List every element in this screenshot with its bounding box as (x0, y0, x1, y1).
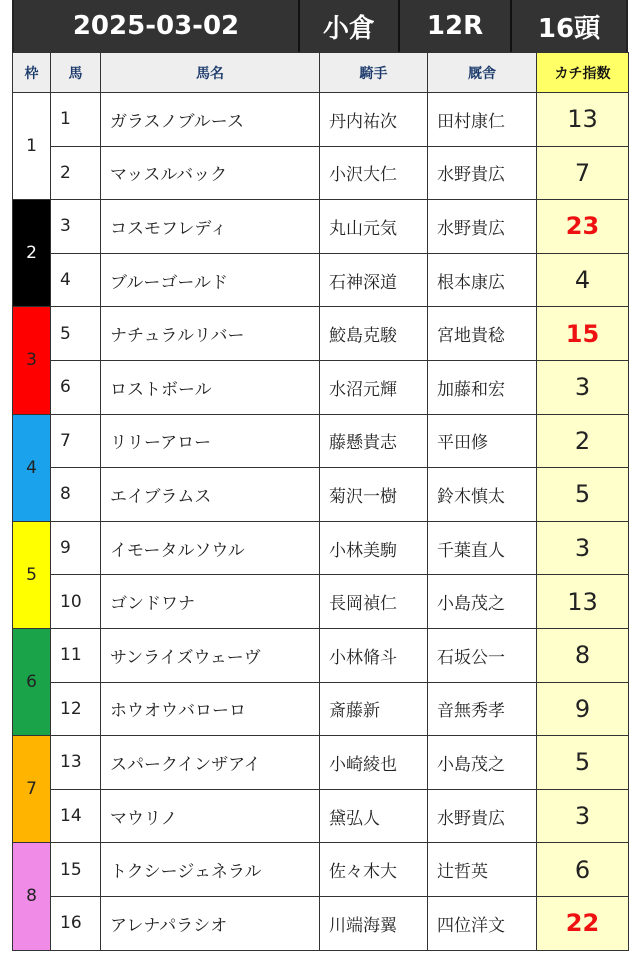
horse-number: 6 (51, 360, 101, 414)
table-row (13, 789, 629, 843)
stable-name: 四位洋文 (428, 896, 537, 950)
table-row (13, 360, 629, 414)
jockey-name: 佐々木大 (320, 843, 428, 897)
table-row (13, 628, 629, 682)
horse-name: ナチュラルリバー (101, 307, 320, 361)
table-row (13, 253, 629, 307)
gate-cell: 4 (13, 414, 51, 521)
stable-name: 千葉直人 (428, 521, 537, 575)
jockey-name: 藤懸貴志 (320, 414, 428, 468)
col-header-index: カチ指数 (537, 53, 629, 93)
horse-name: ガラスノブルース (101, 93, 320, 147)
jockey-name: 黛弘人 (320, 789, 428, 843)
race-card (12, 0, 628, 951)
jockey-name: 菊沢一樹 (320, 468, 428, 522)
col-header-stable: 厩舎 (428, 53, 537, 93)
horse-name: トクシージェネラル (101, 843, 320, 897)
horse-number: 14 (51, 789, 101, 843)
horse-number: 15 (51, 843, 101, 897)
kachi-index: 3 (537, 789, 629, 843)
horse-number: 12 (51, 682, 101, 736)
jockey-name: 川端海翼 (320, 896, 428, 950)
table-row (13, 521, 629, 575)
kachi-index: 3 (537, 360, 629, 414)
col-header-name: 馬名 (101, 53, 320, 93)
kachi-index: 3 (537, 521, 629, 575)
stable-name: 平田修 (428, 414, 537, 468)
horse-number: 7 (51, 414, 101, 468)
horse-name: リリーアロー (101, 414, 320, 468)
horse-number: 1 (51, 93, 101, 147)
jockey-name: 長岡禎仁 (320, 575, 428, 629)
kachi-index: 5 (537, 736, 629, 790)
horse-name: ゴンドワナ (101, 575, 320, 629)
kachi-index: 15 (537, 307, 629, 361)
runner-count: 16頭 (537, 13, 601, 44)
horse-name: スパークインザアイ (101, 736, 320, 790)
horse-number: 10 (51, 575, 101, 629)
stable-name: 鈴木慎太 (428, 468, 537, 522)
horse-name: イモータルソウル (101, 521, 320, 575)
horse-number: 9 (51, 521, 101, 575)
horse-name: アレナパラシオ (101, 896, 320, 950)
horse-number: 4 (51, 253, 101, 307)
gate-cell: 8 (13, 843, 51, 950)
table-body (13, 93, 629, 951)
stable-name: 音無秀孝 (428, 682, 537, 736)
table-row (13, 736, 629, 790)
kachi-index: 23 (537, 200, 629, 254)
jockey-name: 水沼元輝 (320, 360, 428, 414)
jockey-name: 小崎綾也 (320, 736, 428, 790)
gate-cell: 1 (13, 93, 51, 200)
stable-name: 辻哲英 (428, 843, 537, 897)
horse-number: 11 (51, 628, 101, 682)
table-row (13, 575, 629, 629)
jockey-name: 小林脩斗 (320, 628, 428, 682)
stable-name: 水野貴広 (428, 146, 537, 200)
horse-name: ホウオウバローロ (101, 682, 320, 736)
kachi-index: 6 (537, 843, 629, 897)
race-venue: 小倉 (300, 0, 400, 52)
table-row (13, 896, 629, 950)
stable-name: 根本康広 (428, 253, 537, 307)
horse-number: 2 (51, 146, 101, 200)
jockey-name: 斎藤新 (320, 682, 428, 736)
jockey-name: 小林美駒 (320, 521, 428, 575)
horse-number: 5 (51, 307, 101, 361)
jockey-name: 丹内祐次 (320, 93, 428, 147)
gate-cell: 5 (13, 521, 51, 628)
horse-name: コスモフレディ (101, 200, 320, 254)
stable-name: 加藤和宏 (428, 360, 537, 414)
table-row (13, 468, 629, 522)
table-row (13, 146, 629, 200)
horse-number: 8 (51, 468, 101, 522)
kachi-index: 9 (537, 682, 629, 736)
race-number: 12R (400, 0, 512, 52)
jockey-name: 鮫島克駿 (320, 307, 428, 361)
jockey-name: 丸山元気 (320, 200, 428, 254)
kachi-index: 13 (537, 93, 629, 147)
horse-name: ブルーゴールド (101, 253, 320, 307)
horse-number: 16 (51, 896, 101, 950)
kachi-index: 8 (537, 628, 629, 682)
gate-cell: 3 (13, 307, 51, 414)
race-date: 2025-03-02 (14, 0, 300, 52)
col-header-jockey: 騎手 (320, 53, 428, 93)
horse-name: ロストボール (101, 360, 320, 414)
horse-name: マウリノ (101, 789, 320, 843)
kachi-index: 5 (537, 468, 629, 522)
stable-name: 田村康仁 (428, 93, 537, 147)
kachi-index: 7 (537, 146, 629, 200)
stable-name: 水野貴広 (428, 200, 537, 254)
stable-name: 宮地貴稔 (428, 307, 537, 361)
stable-name: 石坂公一 (428, 628, 537, 682)
col-header-waku: 枠 (13, 53, 51, 93)
table-row (13, 307, 629, 361)
table-row (13, 414, 629, 468)
jockey-name: 石神深道 (320, 253, 428, 307)
horse-name: サンライズウェーヴ (101, 628, 320, 682)
gate-cell: 6 (13, 628, 51, 735)
gate-cell: 2 (13, 200, 51, 307)
table-row (13, 93, 629, 147)
horse-number: 3 (51, 200, 101, 254)
kachi-index: 13 (537, 575, 629, 629)
gate-cell: 7 (13, 736, 51, 843)
table-row (13, 843, 629, 897)
table-row (13, 200, 629, 254)
kachi-index: 4 (537, 253, 629, 307)
horse-name: エイブラムス (101, 468, 320, 522)
col-header-uma: 馬 (51, 53, 101, 93)
race-header (12, 0, 628, 52)
kachi-index: 2 (537, 414, 629, 468)
kachi-index: 22 (537, 896, 629, 950)
stable-name: 水野貴広 (428, 789, 537, 843)
table-row (13, 682, 629, 736)
stable-name: 小島茂之 (428, 575, 537, 629)
entries-table (12, 52, 629, 951)
table-header-row (13, 53, 629, 93)
stable-name: 小島茂之 (428, 736, 537, 790)
horse-name: マッスルバック (101, 146, 320, 200)
jockey-name: 小沢大仁 (320, 146, 428, 200)
horse-number: 13 (51, 736, 101, 790)
